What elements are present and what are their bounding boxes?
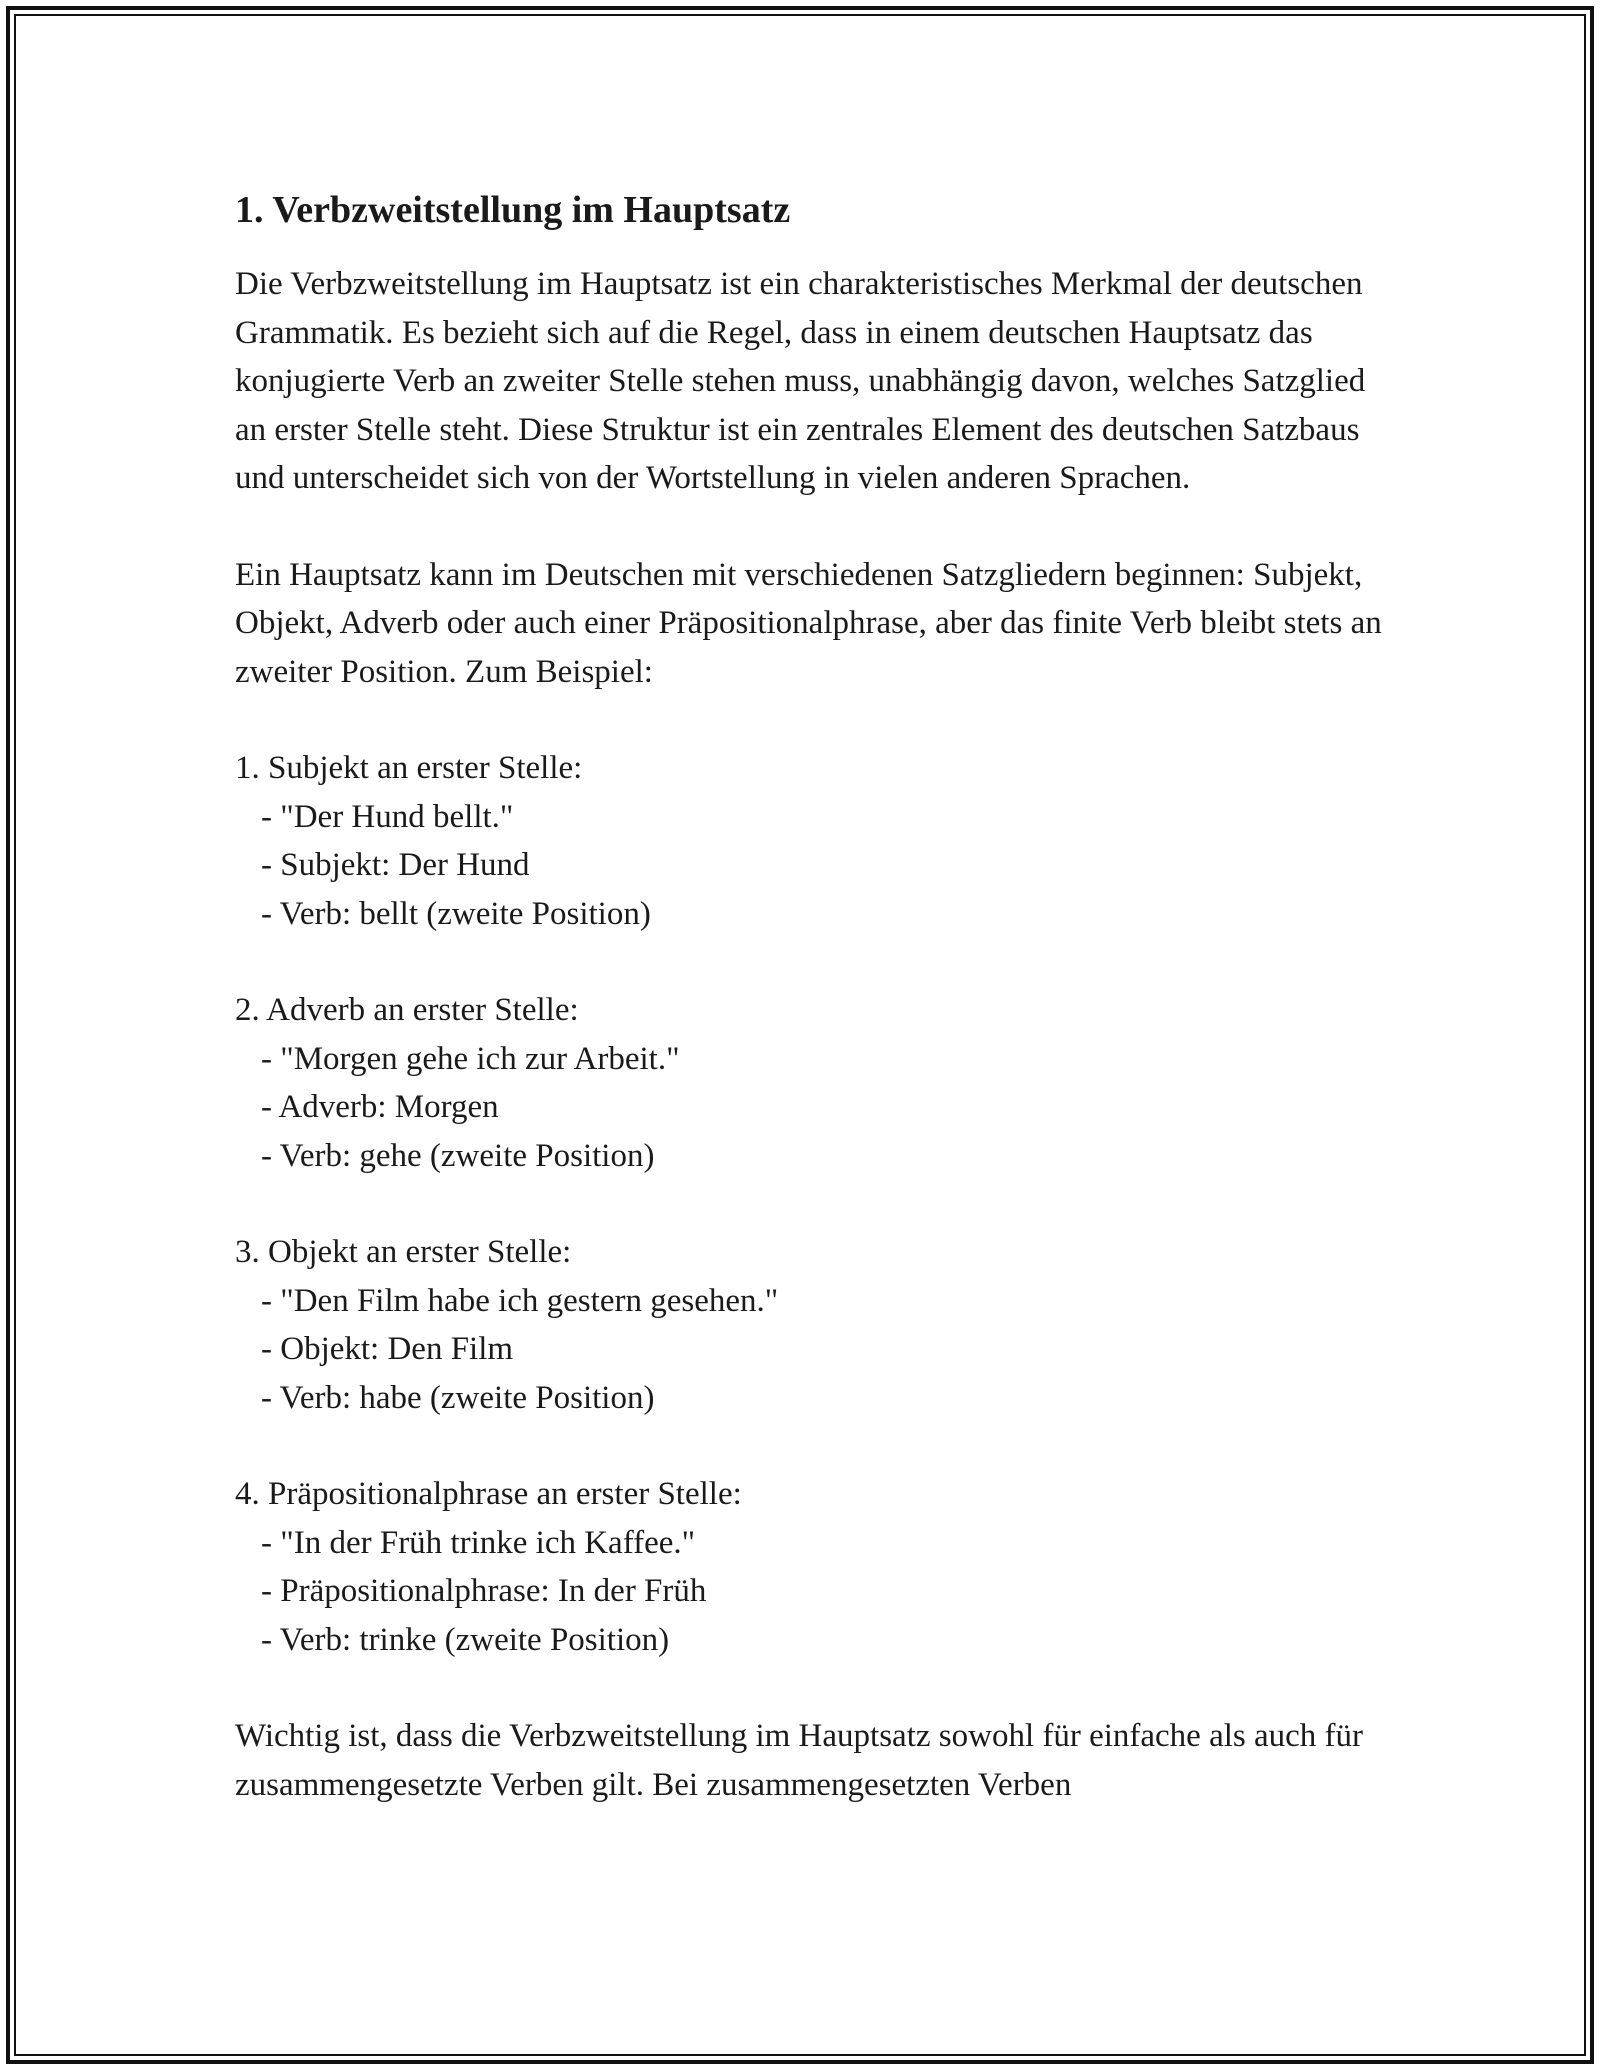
example-line: - "In der Früh trinke ich Kaffee." (261, 1524, 696, 1561)
example-title: 1. Subjekt an erster Stelle: (235, 750, 583, 786)
example-line: - "Morgen gehe ich zur Arbeit." (261, 1040, 680, 1077)
example-line: - Präpositionalphrase: In der Früh (261, 1573, 707, 1609)
example-line: - Subjekt: Der Hund (261, 847, 530, 883)
example-line: - Adverb: Morgen (261, 1089, 499, 1125)
example-adverb (235, 986, 1385, 1180)
example-subjekt (235, 744, 1385, 938)
paragraph-closing: Wichtig ist, dass die Verbzweitstellung im Hauptsatz sowohl für einfache als auch für zusammengesetzte Verben gilt. Bei zusammengesetzten Verben (235, 1718, 1364, 1803)
example-title: 3. Objekt an erster Stelle: (235, 1234, 572, 1270)
paragraph-intro: Die Verbzweitstellung im Hauptsatz ist ein charakteristisches Merkmal der deutschen Grammatik. Es bezieht sich auf die Regel, dass in einem deutschen Hauptsatz das konjugierte Verb an zweiter Stelle stehen muss, unabhängig davon, welches Satzglied an erster Stelle steht. Diese Struktur ist ein zentrales Element des deutschen Satzbaus und unterscheidet sich von der Wortstellung in vielen anderen Sprachen. (235, 266, 1366, 496)
example-line: - "Den Film habe ich gestern gesehen." (261, 1282, 779, 1319)
example-title: 2. Adverb an erster Stelle: (235, 992, 579, 1028)
example-objekt (235, 1228, 1385, 1422)
section-heading: 1. Verbzweitstellung im Hauptsatz (235, 189, 791, 231)
example-line: - Verb: habe (zweite Position) (261, 1379, 655, 1416)
example-title: 4. Präpositionalphrase an erster Stelle: (235, 1476, 742, 1512)
example-line: - Verb: trinke (zweite Position) (261, 1621, 670, 1658)
example-praepositionalphrase (235, 1470, 1385, 1664)
paragraph-examples-intro: Ein Hauptsatz kann im Deutschen mit verschiedenen Satzgliedern beginnen: Subjekt, Objekt, Adverb oder auch einer Präpositionalphrase, aber das finite Verb bleibt stets an zweiter Position. Zum Beispiel: (235, 556, 1382, 690)
example-line: - Verb: gehe (zweite Position) (261, 1137, 655, 1174)
document-body (235, 186, 1385, 1857)
example-line: - "Der Hund bellt." (261, 798, 514, 835)
example-line: - Verb: bellt (zweite Position) (261, 895, 651, 932)
example-line: - Objekt: Den Film (261, 1331, 514, 1367)
